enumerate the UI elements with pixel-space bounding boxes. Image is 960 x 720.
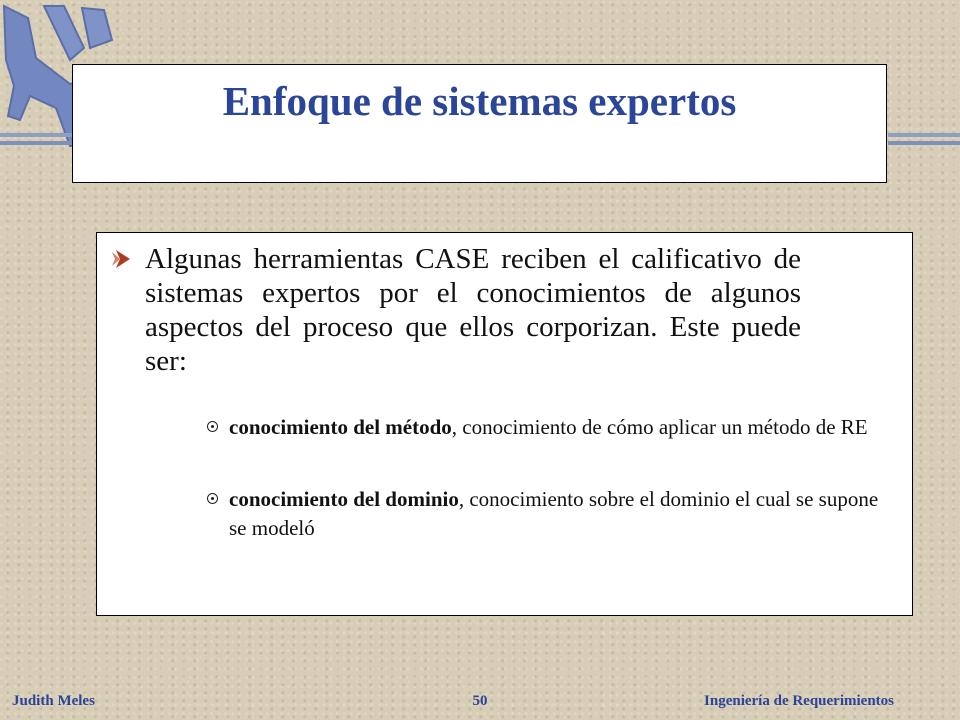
arrow-bullet-icon	[111, 248, 131, 270]
footer-author: Judith Meles	[12, 693, 95, 709]
decorative-rule-left	[0, 133, 74, 146]
circle-dot-bullet-icon	[207, 421, 218, 432]
sub-bullet-text	[229, 485, 887, 543]
main-bullet	[111, 242, 801, 378]
sub-bullet-rest: , conocimiento sobre el dominio el cual se supone se modeló	[229, 487, 879, 540]
slide-title: Enfoque de sistemas expertos	[222, 78, 737, 124]
main-bullet-text: Algunas herramientas CASE reciben el calificativo de sistemas expertos por el conocimientos de algunos aspectos del proceso que ellos corporizan. Este puede ser:	[145, 243, 801, 377]
sub-bullet-text	[229, 413, 887, 442]
title-box	[72, 64, 887, 183]
content-box	[96, 232, 913, 616]
circle-dot-bullet-icon	[207, 493, 218, 504]
sub-bullet-rest: , conocimiento de cómo aplicar un método de RE	[451, 415, 868, 439]
sub-bullet-bold: conocimiento del método	[229, 415, 452, 439]
sub-bullet-bold: conocimiento del dominio	[229, 487, 459, 511]
sub-bullet-method	[207, 413, 887, 442]
sub-bullet-domain	[207, 485, 887, 543]
footer-course: Ingeniería de Requerimientos	[704, 693, 894, 709]
footer-page-number: 50	[472, 693, 488, 709]
decorative-rule-right	[888, 133, 960, 146]
